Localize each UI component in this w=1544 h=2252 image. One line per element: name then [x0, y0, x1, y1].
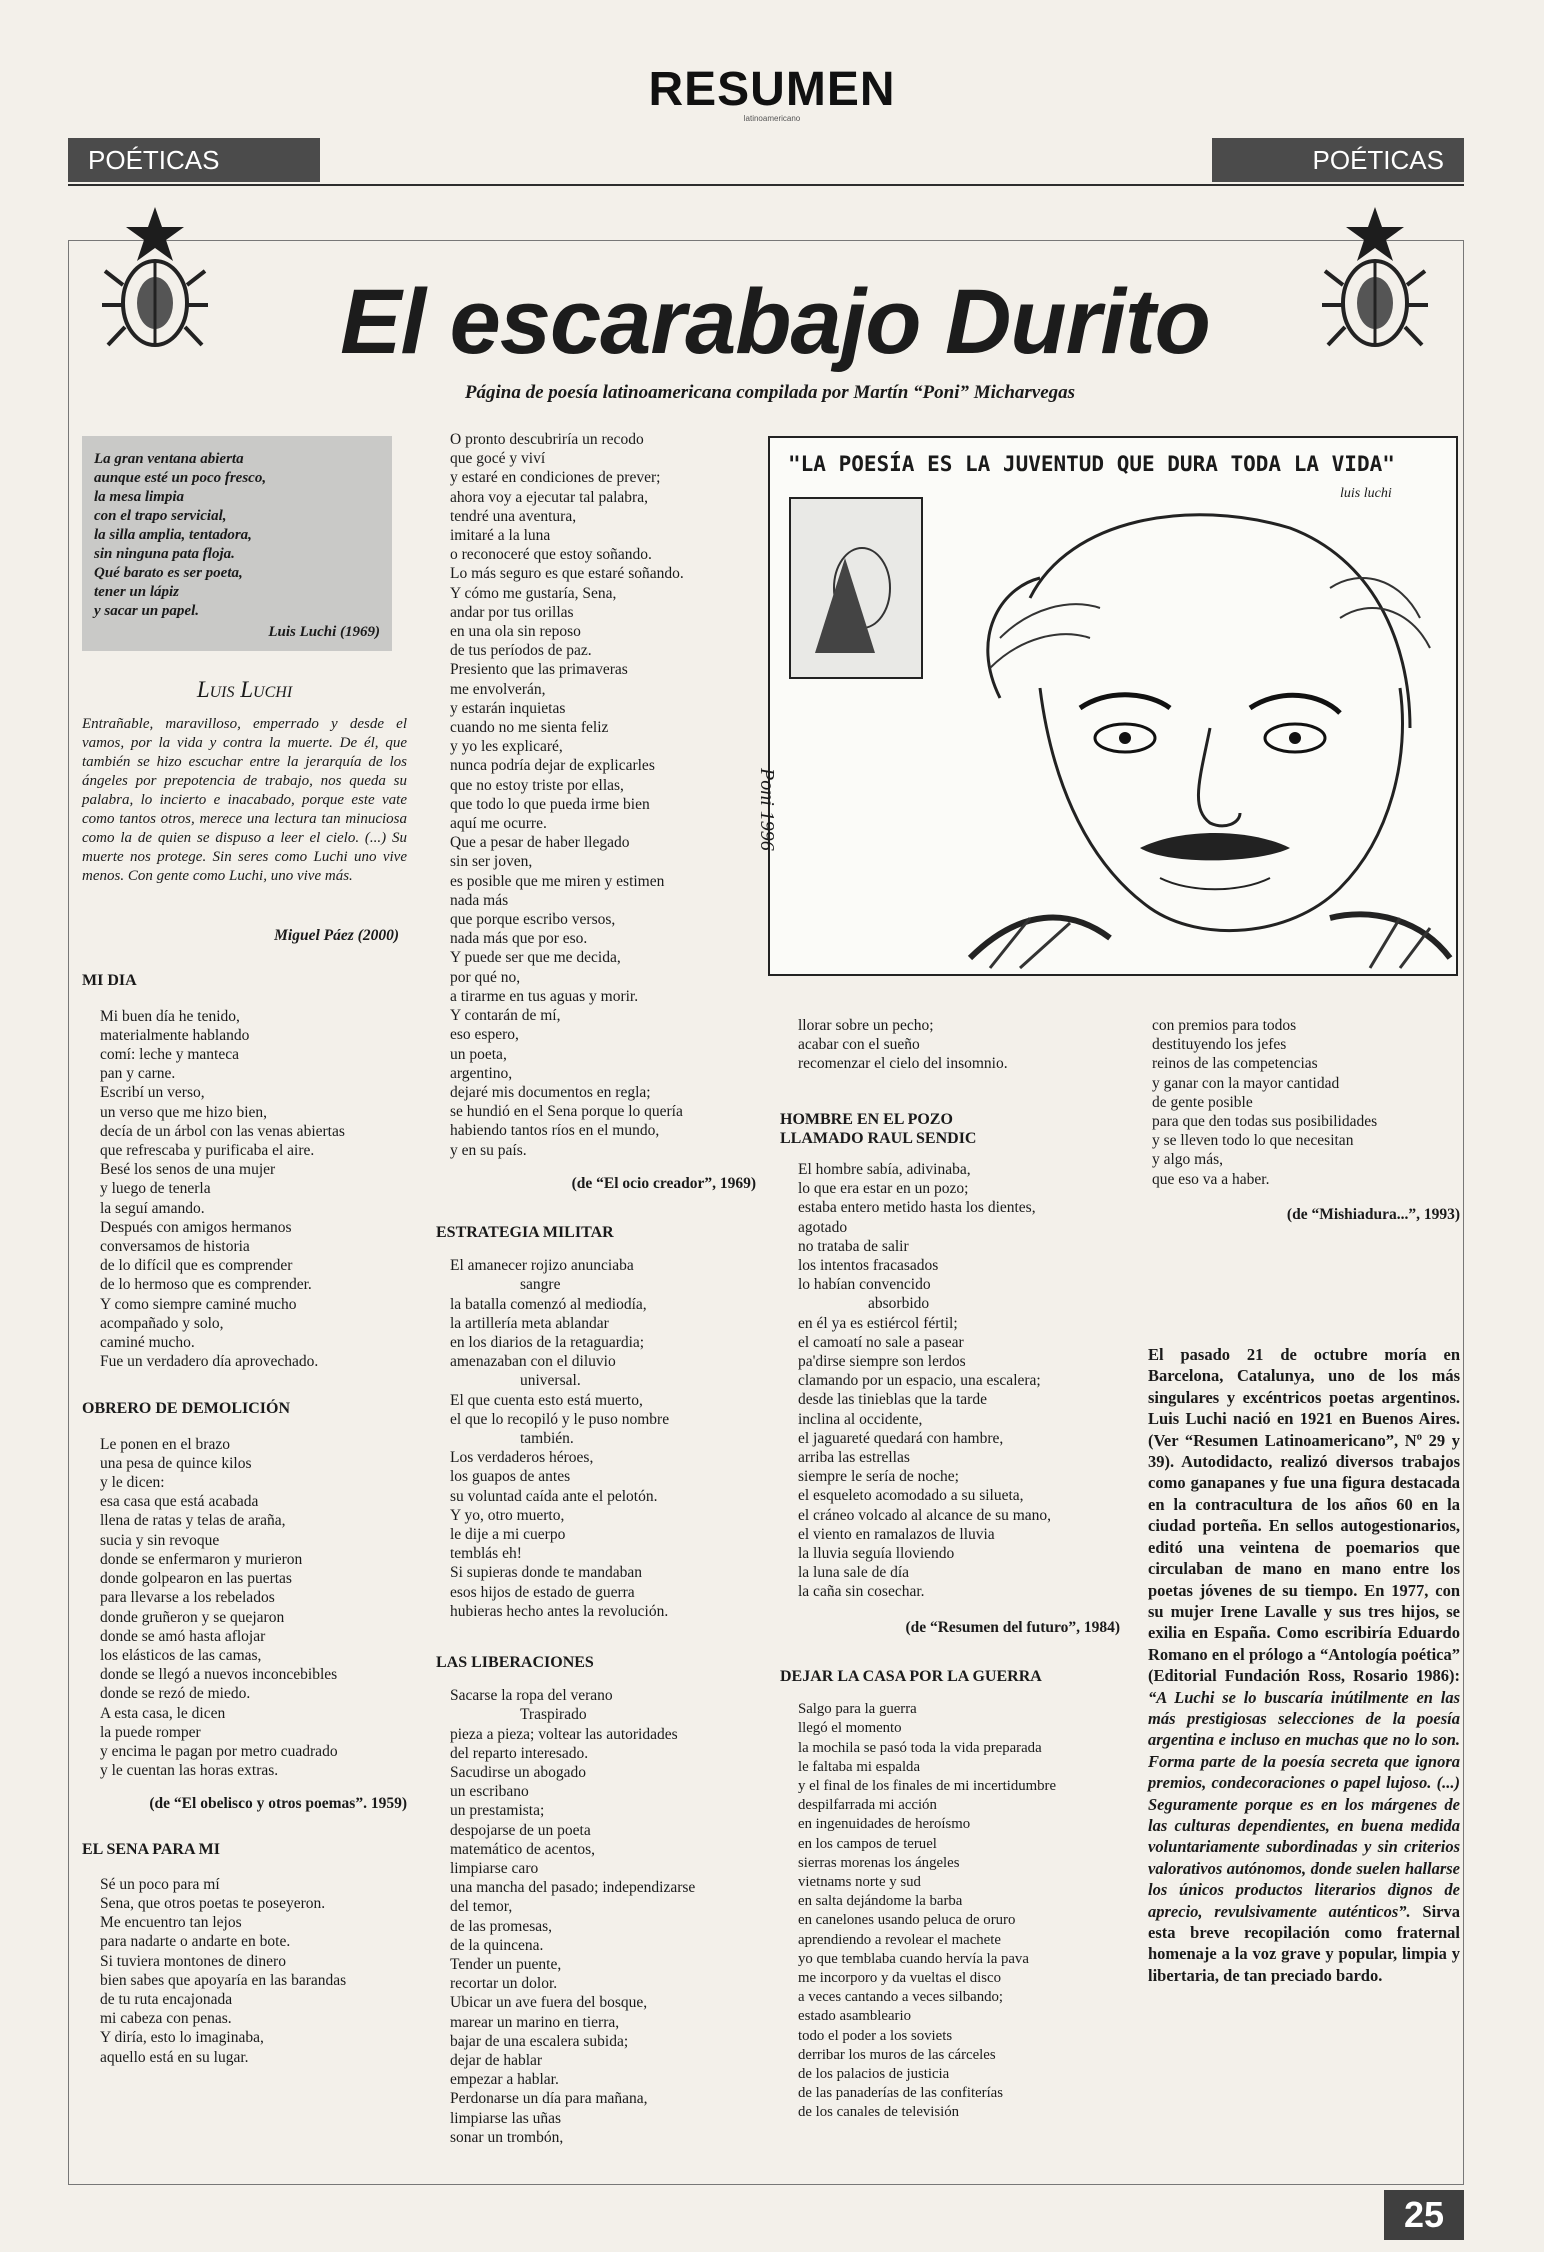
epigraph-line: y sacar un papel. — [94, 603, 199, 619]
poem-line: destituyendo los jefes — [1152, 1036, 1287, 1054]
beetle-star-emblem-left — [100, 205, 210, 355]
poem-line: despojarse de un poeta — [450, 1821, 591, 1839]
poem-source-obrero: (de “El obelisco y otros poemas”. 1959) — [149, 1795, 407, 1813]
poem-line: no trataba de salir — [798, 1237, 909, 1255]
poem-line: lo habían convencido — [798, 1276, 931, 1294]
poem-line: un prestamista; — [450, 1802, 545, 1820]
poem-line: la puede romper — [100, 1723, 201, 1741]
poem-line: limpiarse las uñas — [450, 2109, 562, 2127]
poem-line: para llevarse a los rebelados — [100, 1589, 275, 1607]
poem-line: pa'dirse siempre son lerdos — [798, 1353, 966, 1371]
poem-line: matemático de acentos, — [450, 1840, 596, 1858]
page-title: El escarabajo Durito — [340, 271, 1210, 373]
biography-part-a: El pasado 21 de octubre moría en Barcelona, Catalunya, uno de los más singulares y excéntricos poetas argentinos. Luis Luchi nació en 1921 en Buenos Aires. (Ver “Resumen Latinoamericano”, Nº 29 y 39). Autodidacto, realizó diversos trabajos como ganapanes y fue una figura destacada en la contracultura de los años 60 en la ciudad porteña. En sellos autogestionarios, editó una veintena de poemarios que circulaban de mano en mano entre los poetas jóvenes de su tiempo. En 1977, con su mujer Irene Lavalle y sus tres hijos, se exilia en España. Como escribiría Eduardo Romano en el prólogo a “Antología poética” (Editorial Fundación Ross, Rosario 1986): — [1148, 1345, 1460, 1686]
poem-line: en los diarios de la retaguardia; — [450, 1333, 645, 1351]
poem-line: recomenzar el cielo del insomnio. — [798, 1055, 1008, 1073]
poem-line: el jaguareté quedará con hambre, — [798, 1429, 1004, 1447]
poem-line: y le dicen: — [100, 1474, 165, 1492]
poem-line: que no estoy triste por ellas, — [450, 776, 624, 794]
poem-line: Escribí un verso, — [100, 1084, 205, 1102]
poem-line: materialmente hablando — [100, 1026, 250, 1044]
poem-line: Después con amigos hermanos — [100, 1218, 292, 1236]
illustration-credit: luis luchi — [1340, 486, 1392, 501]
poem-line: es posible que me miren y estimen — [450, 872, 665, 890]
poem-line: un escribano — [450, 1783, 529, 1801]
poem-line: donde golpearon en las puertas — [100, 1570, 292, 1588]
poem-line: Mi buen día he tenido, — [100, 1007, 240, 1025]
poem-line: para que den todas sus posibilidades — [1152, 1113, 1378, 1131]
poem-line: Traspirado — [520, 1706, 587, 1724]
poem-line: y estaré en condiciones de prever; — [450, 469, 661, 487]
poem-line: sin ser joven, — [450, 853, 533, 871]
poem-line: O pronto descubriría un recodo — [450, 431, 644, 448]
poem-line: Sena, que otros poetas te poseyeron. — [100, 1894, 326, 1912]
poem-line: donde se rezó de miedo. — [100, 1685, 251, 1703]
poem-source-hombre: (de “Resumen del futuro”, 1984) — [905, 1618, 1120, 1636]
epigraph-line: la mesa limpia — [94, 489, 184, 505]
poem-line: y se lleven todo lo que necesitan — [1152, 1132, 1354, 1150]
poem-line: amenazaban con el diluvio — [450, 1353, 616, 1371]
poem-title-sena: EL SENA PARA MI — [82, 1840, 220, 1858]
poem-title-dejar: DEJAR LA CASA POR LA GUERRA — [780, 1667, 1042, 1685]
poem-dejar-end — [1148, 1016, 1460, 1189]
poem-title-liberaciones: LAS LIBERACIONES — [436, 1653, 594, 1671]
poem-line: cuando no me sienta feliz — [450, 719, 609, 737]
poem-line: me envolverán, — [450, 680, 546, 698]
poem-line: los elásticos de las camas, — [100, 1646, 262, 1664]
poem-line: habiendo tantos ríos en el mundo, — [450, 1122, 660, 1140]
poem-line: que refrescaba y purificaba el aire. — [100, 1142, 315, 1160]
poem-line: Presiento que las primaveras — [450, 661, 628, 679]
poem-line: despilfarrada mi acción — [798, 1797, 937, 1814]
poem-line: Perdonarse un día para mañana, — [450, 2090, 648, 2108]
poem-hombre — [780, 1160, 1120, 1602]
column-1 — [82, 677, 407, 2067]
poem-line: Me encuentro tan lejos — [100, 1914, 242, 1932]
poem-line: imitaré a la luna — [450, 527, 551, 545]
poem-line: tendré una aventura, — [450, 507, 577, 525]
poem-line: el cráneo volcado al alcance de su mano, — [798, 1506, 1052, 1524]
poem-line: A esta casa, le dicen — [100, 1704, 226, 1722]
poem-line: en una ola sin reposo — [450, 623, 581, 641]
poem-line: Y yo, otro muerto, — [450, 1506, 565, 1524]
beetle-star-emblem-right — [1320, 205, 1430, 355]
poem-line: la batalla comenzó al mediodía, — [450, 1295, 647, 1313]
poem-line: pan y carne. — [100, 1065, 176, 1083]
biography-quote: “A Luchi se lo buscaría inútilmente en las más prestigiosas selecciones de la poesía argentina e incluso en muchas que no lo son. Forma parte de la poesía secreta que ignora premios, condecoraciones o papel lujoso. (...) Seguramente porque es en los márgenes de las culturas dependientes, en buena medida voluntariamente subordinadas y sin criterios valorativos autónomos, donde suelen hallarse los únicos productos literarios dignos de aprecio, revulsivamente auténticos”. — [1148, 1687, 1460, 1921]
poem-line: la lluvia seguía lloviendo — [798, 1545, 955, 1563]
section-label-left: POÉTICAS — [68, 138, 320, 182]
poem-line: Sé un poco para mí — [100, 1875, 220, 1893]
poem-line: todo el poder a los soviets — [798, 2027, 953, 2044]
poem-line: desde las tinieblas que la tarde — [798, 1391, 987, 1409]
poem-line: dejar de hablar — [450, 2052, 543, 2070]
poem-line: inclina al occidente, — [798, 1410, 923, 1428]
poem-line: Que a pesar de haber llegado — [450, 834, 630, 852]
poem-line: de tus períodos de paz. — [450, 642, 592, 660]
poem-line: de los canales de televisión — [798, 2104, 960, 2121]
poem-line: un poeta, — [450, 1045, 507, 1063]
epigraph-line: la silla amplia, tentadora, — [94, 527, 252, 543]
poem-line: una pesa de quince kilos — [100, 1454, 252, 1472]
epigraph-author: Luis Luchi (1969) — [268, 624, 380, 640]
poem-line: eso espero, — [450, 1026, 519, 1044]
poem-line: y encima le pagan por metro cuadrado — [100, 1742, 338, 1760]
poem-line: absorbido — [868, 1295, 930, 1313]
poem-line: clamando por un espacio, una escalera; — [798, 1372, 1041, 1390]
epigraph-box — [82, 436, 392, 651]
poem-title-hombre-line2: LLAMADO RAUL SENDIC — [780, 1129, 977, 1147]
poem-line: nada más que por eso. — [450, 930, 588, 948]
poem-line: sangre — [520, 1276, 561, 1294]
poem-line: que gocé y viví — [450, 450, 546, 468]
poem-sena-part1 — [82, 1875, 407, 2067]
poem-line: Los verdaderos héroes, — [450, 1449, 594, 1467]
biography-text — [1148, 1344, 1460, 1986]
poem-line: del temor, — [450, 1898, 513, 1916]
portrait-drawing — [770, 438, 1456, 974]
poem-line: comí: leche y manteca — [100, 1046, 240, 1064]
poem-line: llegó el momento — [798, 1720, 902, 1737]
intro-signature: Miguel Páez (2000) — [274, 927, 399, 945]
poem-line: sucia y sin revoque — [100, 1531, 220, 1549]
author-name: Luis Luchi — [196, 677, 293, 702]
poem-line: de los palacios de justicia — [798, 2065, 950, 2082]
page-number: 25 — [1384, 2190, 1464, 2240]
poem-estrategia — [436, 1256, 762, 1621]
poem-line: conversamos de historia — [100, 1238, 250, 1256]
poem-line: marear un marino en tierra, — [450, 2013, 620, 2031]
column-3 — [780, 1016, 1120, 2123]
poem-line: llorar sobre un pecho; — [798, 1017, 934, 1034]
poem-line: también. — [520, 1429, 574, 1447]
poem-line: de lo difícil que es comprender — [100, 1257, 293, 1275]
poem-line: a tirarme en tus aguas y morir. — [450, 987, 639, 1005]
poem-line: pieza a pieza; voltear las autoridades — [450, 1725, 678, 1743]
poem-line: le faltaba mi espalda — [798, 1758, 921, 1775]
poem-line: la artillería meta ablandar — [450, 1314, 609, 1332]
poem-line: Besé los senos de una mujer — [100, 1161, 276, 1179]
poem-line: acabar con el sueño — [798, 1036, 920, 1054]
poem-title-estrategia: ESTRATEGIA MILITAR — [436, 1223, 614, 1241]
poem-line: los guapos de antes — [450, 1468, 571, 1486]
poem-line: en salta dejándome la barba — [798, 1893, 963, 1910]
poem-line: que eso va a haber. — [1152, 1170, 1270, 1188]
poem-line: el que lo recopiló y le puso nombre — [450, 1410, 670, 1428]
poem-line: yo que temblaba cuando hervía la pava — [798, 1950, 1029, 1967]
epigraph-line: con el trapo servicial, — [94, 508, 227, 524]
epigraph-line: tener un lápiz — [94, 584, 180, 600]
poem-line: y ganar con la mayor cantidad — [1152, 1074, 1340, 1092]
poem-line: andar por tus orillas — [450, 603, 574, 621]
poem-line: donde se amó hasta aflojar — [100, 1627, 266, 1645]
poem-line: argentino, — [450, 1064, 513, 1082]
poem-line: que porque escribo versos, — [450, 911, 616, 929]
poem-title-hombre-line1: HOMBRE EN EL POZO — [780, 1110, 953, 1128]
poem-line: y estarán inquietas — [450, 699, 566, 717]
poem-line: temblás eh! — [450, 1545, 522, 1563]
poem-line: Y puede ser que me decida, — [450, 949, 621, 967]
poem-liberaciones — [436, 1686, 762, 2147]
poem-line: en canelones usando peluca de oruro — [798, 1912, 1016, 1929]
poem-source-dejar: (de “Mishiadura...”, 1993) — [1286, 1205, 1460, 1223]
column-4 — [1148, 1016, 1460, 1986]
poem-line: El que cuenta esto está muerto, — [450, 1391, 643, 1409]
poem-line: agotado — [798, 1218, 848, 1236]
poem-title-mi-dia: MI DIA — [82, 972, 137, 990]
poem-line: acompañado y solo, — [100, 1314, 224, 1332]
poem-line: y luego de tenerla — [100, 1180, 211, 1198]
masthead-tagline: latinoamericano — [743, 114, 801, 123]
section-label-right: POÉTICAS — [1212, 138, 1464, 182]
poem-line: los intentos fracasados — [798, 1257, 939, 1275]
epigraph-line: sin ninguna pata floja. — [94, 546, 235, 562]
epigraph-line: La gran ventana abierta — [94, 451, 244, 467]
section-rule — [68, 184, 1464, 186]
poem-line: el camoatí no sale a pasear — [798, 1333, 964, 1351]
poem-line: un verso que me hizo bien, — [100, 1103, 268, 1121]
poem-line: en los campos de teruel — [798, 1835, 937, 1852]
poem-line: y el final de los finales de mi incertidumbre — [798, 1777, 1057, 1794]
poem-line: a veces cantando a veces silbando; — [798, 1989, 1004, 2006]
poem-line: de gente posible — [1152, 1093, 1253, 1111]
portrait-illustration — [756, 436, 1458, 976]
illustration-signature: Poni 1996 — [756, 768, 778, 851]
poem-line: de la quincena. — [450, 1936, 544, 1954]
poem-line: esos hijos de estado de guerra — [450, 1583, 635, 1601]
poem-line: Si supieras donde te mandaban — [450, 1564, 642, 1582]
poem-line: Y diría, esto lo imaginaba, — [100, 2029, 264, 2047]
poem-line: la mochila se pasó toda la vida preparada — [798, 1739, 1042, 1756]
column-2 — [436, 430, 762, 2147]
poem-line: le dije a mi cuerpo — [450, 1525, 566, 1543]
poem-line: El amanecer rojizo anunciaba — [450, 1257, 634, 1275]
poem-line: llena de ratas y telas de araña, — [100, 1512, 286, 1530]
poem-line: Tender un puente, — [450, 1956, 562, 1974]
poem-line: nunca podría dejar de explicarles — [450, 757, 655, 775]
poem-line: y algo más, — [1152, 1151, 1224, 1169]
poem-line: decía de un árbol con las venas abiertas — [100, 1122, 345, 1140]
poem-line: recortar un dolor. — [450, 1975, 558, 1993]
poem-line: y yo les explicaré, — [450, 738, 563, 756]
poem-line: caminé mucho. — [100, 1334, 195, 1352]
poem-line: ahora voy a ejecutar tal palabra, — [450, 488, 648, 506]
poem-line: para nadarte o andarte en bote. — [100, 1933, 291, 1951]
poem-line: de las panaderías de las confiterías — [798, 2085, 1004, 2102]
poem-line: la caña sin cosechar. — [798, 1583, 925, 1601]
poem-line: o reconoceré que estoy soñando. — [450, 546, 652, 564]
poem-line: Y cómo me gustaría, Sena, — [450, 584, 617, 602]
poem-line: empezar a hablar. — [450, 2071, 559, 2089]
poem-line: de las promesas, — [450, 1917, 553, 1935]
poem-line: Fue un verdadero día aprovechado. — [100, 1353, 319, 1371]
poem-line: la luna sale de día — [798, 1564, 910, 1582]
poem-line: donde gruñeron y se quejaron — [100, 1608, 285, 1626]
biography-part-b: Sirva esta breve recopilación como fraternal homenaje a la voz grave y popular, limpia y libertaria, de tan preciado bardo. — [1148, 1901, 1460, 1985]
poem-line: sierras morenas los ángeles — [798, 1854, 960, 1871]
poem-line: Le ponen en el brazo — [100, 1435, 230, 1453]
poem-line: y le cuentan las horas extras. — [100, 1762, 279, 1780]
poem-line: en ingenuidades de heroísmo — [798, 1816, 971, 1833]
poem-liberaciones-end — [780, 1016, 1120, 1074]
epigraph-line: Qué barato es ser poeta, — [94, 565, 243, 581]
poem-line: estaba entero metido hasta los dientes, — [798, 1199, 1036, 1217]
poem-line: su voluntad caída ante el pelotón. — [450, 1487, 658, 1505]
poem-line: donde se enfermaron y murieron — [100, 1550, 303, 1568]
poem-line: nada más — [450, 891, 509, 909]
poem-line: en él ya es estiércol fértil; — [798, 1314, 958, 1332]
poem-line: aquello está en su lugar. — [100, 2048, 249, 2066]
poem-line: Sacarse la ropa del verano — [450, 1687, 613, 1705]
poem-obrero — [82, 1435, 407, 1781]
poem-line: el esqueleto acomodado a su silueta, — [798, 1487, 1024, 1505]
poem-line: estado asambleario — [798, 2008, 911, 2025]
poem-line: la seguí amando. — [100, 1199, 205, 1217]
poem-line: me incorporo y da vueltas el disco — [798, 1969, 1001, 1986]
poem-mi-dia — [82, 1007, 407, 1372]
poem-line: y en su país. — [450, 1141, 527, 1159]
poem-title-obrero: OBRERO DE DEMOLICIÓN — [82, 1400, 291, 1418]
poem-line: bajar de una escalera subida; — [450, 2032, 629, 2050]
poem-line: universal. — [520, 1372, 581, 1390]
poem-line: del reparto interesado. — [450, 1744, 589, 1762]
poem-line: arriba las estrellas — [798, 1449, 910, 1467]
poem-line: Lo más seguro es que estaré soñando. — [450, 565, 684, 583]
poem-line: el viento en ramalazos de lluvia — [798, 1525, 995, 1543]
epigraph-line: aunque esté un poco fresco, — [94, 470, 267, 486]
poem-line: hubieras hecho antes la revolución. — [450, 1602, 669, 1620]
poem-dejar — [780, 1700, 1120, 2122]
poem-line: sonar un trombón, — [450, 2128, 564, 2146]
poem-line: aquí me ocurre. — [450, 815, 547, 833]
poem-line: Y contarán de mí, — [450, 1007, 561, 1025]
poem-line: Salgo para la guerra — [798, 1701, 917, 1718]
poem-line: Y como siempre caminé mucho — [100, 1295, 297, 1313]
poem-line: lo que era estar en un pozo; — [798, 1180, 969, 1198]
poem-line: dejaré mis documentos en regla; — [450, 1083, 651, 1101]
poem-line: de lo hermoso que es comprender. — [100, 1276, 312, 1294]
poem-line: reinos de las competencias — [1152, 1055, 1318, 1073]
poem-line: una mancha del pasado; independizarse — [450, 1879, 696, 1897]
poem-line: Sacudirse un abogado — [450, 1764, 587, 1781]
intro-text: Entrañable, maravilloso, emperrado y desde el vamos, por la vida y contra la muerte. De él, que también se hizo escuchar entre la jerarquía de los ángeles por prepotencia de trabajo, nos queda su palabra, lo incierto e inacabado, porque este vate como tantos otros, merece una lectura tan minuciosa como la de quien se dispuso a leer el cielo. (...) Su muerte nos protege. Sin seres como Luchi uno vive menos. Con gente como Luchi, uno vive más. — [82, 716, 407, 885]
poem-line: se hundió en el Sena porque lo quería — [450, 1103, 683, 1121]
poem-line: con premios para todos — [1152, 1017, 1297, 1034]
poem-line: esa casa que está acabada — [100, 1493, 259, 1511]
poem-line: por qué no, — [450, 968, 521, 986]
poem-line: limpiarse caro — [450, 1860, 539, 1878]
poem-source-sena: (de “El ocio creador”, 1969) — [571, 1174, 756, 1192]
poem-line: Si tuviera montones de dinero — [100, 1952, 286, 1970]
illustration-quote: "LA POESÍA ES LA JUVENTUD QUE DURA TODA LA VIDA" — [788, 452, 1395, 476]
poem-line: de tu ruta encajonada — [100, 1990, 233, 2008]
poem-line: siempre le sería de noche; — [798, 1468, 959, 1486]
poem-line: El hombre sabía, adivinaba, — [798, 1161, 971, 1179]
poem-line: bien sabes que apoyaría en las barandas — [100, 1971, 347, 1989]
poem-line: aprendiendo a revolear el machete — [798, 1931, 1001, 1948]
poem-line: derribar los muros de las cárceles — [798, 2046, 996, 2063]
poem-line: vietnams norte y sud — [798, 1873, 921, 1890]
poem-line: Ubicar un ave fuera del bosque, — [450, 1994, 648, 2012]
poem-line: que todo lo que pueda irme bien — [450, 795, 650, 813]
poem-line: mi cabeza con penas. — [100, 2010, 232, 2028]
poem-sena-part2 — [436, 430, 762, 1160]
page-subtitle: Página de poesía latinoamericana compilada por Martín “Poni” Micharvegas — [464, 382, 1076, 403]
poem-line: donde se llegó a nuevos inconcebibles — [100, 1666, 338, 1684]
masthead-title: RESUMEN — [648, 63, 896, 116]
